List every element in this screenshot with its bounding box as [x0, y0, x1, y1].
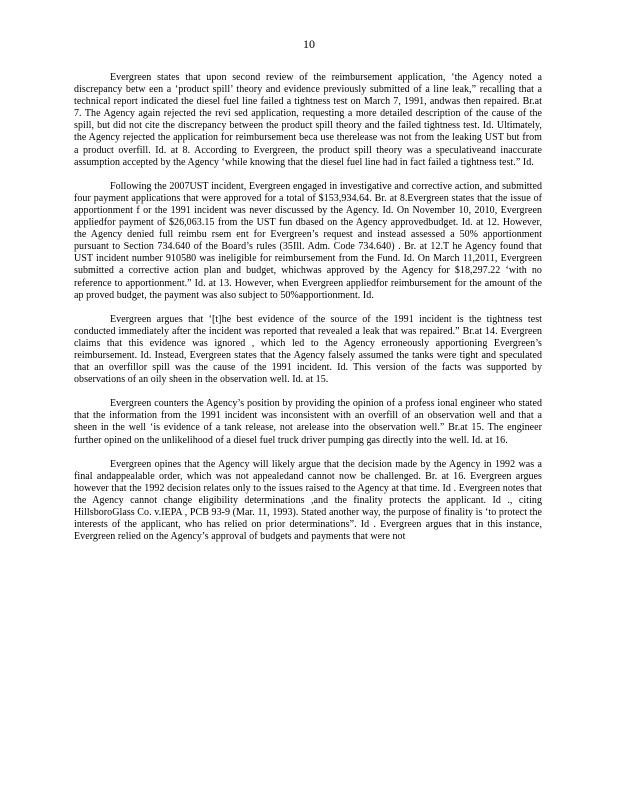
paragraph: Evergreen counters the Agency’s position by providing the opinion of a profess ional engineer who stated that the information from the 1991 incident was inconsistent with an overfill of an observation well and that a sheen in the well ‘is evidence of a tank release, not arelease into the observation well.” Br.at 15. The engineer further opined on the unlikelihood of a diesel fuel truck driver pumping gas directly into the well. Id. at 16.: [74, 398, 542, 446]
page-number: 10: [303, 37, 315, 51]
document-body: [74, 72, 542, 555]
paragraph: Evergreen states that upon second review of the reimbursement application, ‘the Agency noted a discrepancy betw een a ‘product spill’ theory and evidence previously submitted of a line leak,” recalling that a technical report indicated the diesel fuel line failed a tightness test on March 7, 1991, andwas then repaired. Br.at 7. The Agency again rejected the revi sed application, requesting a more detailed description of the cause of the spill, but did not cite the discrepancy between the product spill theory and the failed tightness test. Id. Ultimately, the Agency rejected the application for reimbursement beca use therelease was not from the leaking UST but from a product overfill. Id. at 8. According to Evergreen, the product spill theory was a speculativeand inaccurate assumption accepted by the Agency ‘while knowing that the diesel fuel line had in fact failed a tightness test.” Id.: [74, 72, 542, 168]
paragraph: Following the 2007UST incident, Evergreen engaged in investigative and corrective action, and submitted four payment applications that were approved for a total of $153,934.64. Br. at 8.Evergreen states that the issue of apportionment f or the 1991 incident was never discussed by the Agency. Id. On November 10, 2010, Evergreen appliedfor payment of $26,063.15 from the UST fun dbased on the Agency approvedbudget. Id. at 12. However, the Agency denied full reimbu rsem ent for Evergreen’s request and instead assessed a 50% apportionment pursuant to Section 734.640 of the Board’s rules (35Ill. Adm. Code 734.640) . Br. at 12.T he Agency found that UST incident number 910580 was ineligible for reimbursement from the Fund. Id. On March 11,2011, Evergreen submitted a corrective action plan and budget, whichwas approved by the Agency for $18,297.22 ‘with no reference to apportionment.” Id. at 13. However, when Evergreen appliedfor reimbursement for the amount of the ap proved budget, the payment was also subject to 50%apportionment. Id.: [74, 180, 542, 301]
paragraph: Evergreen argues that ‘[t]he best evidence of the source of the 1991 incident is the tightness test conducted immediately after the incident was reported that revealed a leak that was repaired.” Br.at 14. Evergreen claims that this evidence was ignored , which led to the Agency erroneously apportioning Evergreen’s reimbursement. Id. Instead, Evergreen states that the Agency falsely assumed the tanks were tight and speculated that an overfillor spill was the cause of the 1991 incident. Id. This version of the facts was supported by observations of an oily sheen in the observation well. Id. at 15.: [74, 313, 542, 386]
paragraph: Evergreen opines that the Agency will likely argue that the decision made by the Agency in 1992 was a final andappealable order, which was not appealedand cannot now be challenged. Br. at 16. Evergreen argues however that the 1992 decision relates only to the issues raised to the Agency at that time. Id . Evergreen notes that the Agency cannot change eligibility determinations ,and the finality protects the applicant. Id ., citing HillsboroGlass Co. v.IEPA , PCB 93-9 (Mar. 11, 1993). Stated another way, the purpose of finality is ‘to protect the interests of the applicant, who has relied on prior determinations”. Id . Evergreen argues that in this instance, Evergreen relied on the Agency’s approval of budgets and payments that were not: [74, 458, 542, 543]
